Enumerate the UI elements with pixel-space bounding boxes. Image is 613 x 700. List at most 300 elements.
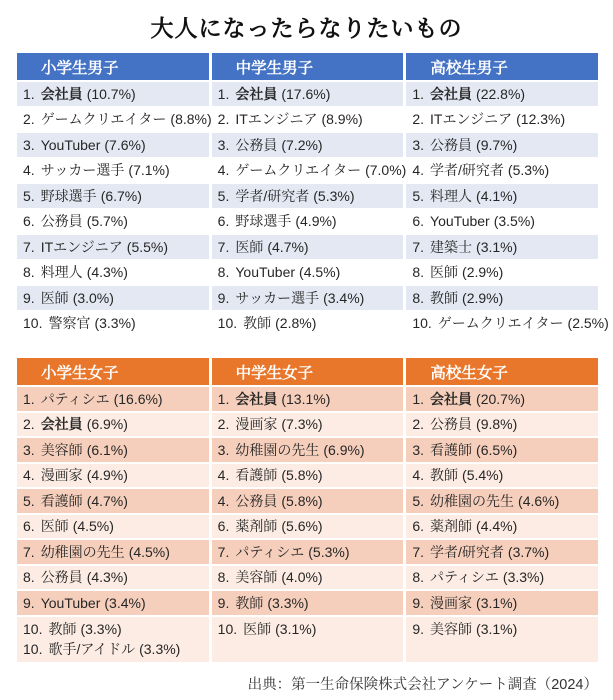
occupation-name: 医師: [235, 238, 264, 255]
percentage-value: (3.1%): [476, 620, 518, 637]
occupation-name: パティシエ: [430, 569, 499, 586]
rank-number: 6.: [217, 518, 230, 535]
girls-ranking-table: [17, 358, 598, 664]
rank-number: 6.: [412, 518, 425, 535]
occupation-name: 薬剤師: [235, 518, 278, 535]
rank-line: [217, 160, 407, 180]
rank-row: [406, 387, 598, 413]
percentage-value: (4.5%): [128, 543, 170, 560]
rank-row: [406, 108, 598, 134]
rank-row: [212, 617, 404, 664]
rank-number: 4.: [412, 162, 425, 179]
rank-number: 8.: [412, 569, 425, 586]
occupation-name: 歌手/アイドル: [48, 640, 136, 657]
rank-line: [23, 135, 209, 155]
percentage-value: (4.9%): [295, 213, 337, 230]
rank-row: [406, 184, 598, 210]
occupation-name: ITエンジニア: [430, 111, 513, 128]
occupation-name: 野球選手: [235, 213, 292, 230]
rank-line: [23, 593, 209, 613]
rank-line: [218, 567, 404, 587]
rank-line: [412, 211, 598, 231]
rank-row: [212, 235, 404, 261]
rank-row: [17, 82, 209, 108]
percentage-value: (4.1%): [476, 187, 518, 204]
rank-number: 8.: [412, 289, 425, 306]
occupation-name: 看護師: [40, 492, 83, 509]
rank-row: [406, 489, 598, 515]
rank-line: [23, 237, 209, 257]
rank-row: [212, 464, 404, 490]
percentage-value: (8.9%): [321, 111, 363, 128]
rank-number: 5.: [412, 492, 425, 509]
column-boys-2: [406, 53, 609, 337]
rank-line: [23, 186, 209, 206]
rank-line: [412, 262, 598, 282]
occupation-name: 医師: [430, 264, 459, 281]
occupation-name: 学者/研究者: [430, 162, 504, 179]
percentage-value: (6.9%): [86, 416, 128, 433]
rank-line: [412, 567, 598, 587]
occupation-name: 幼稚園の先生: [235, 441, 320, 458]
percentage-value: (3.3%): [267, 594, 309, 611]
rank-row: [17, 184, 209, 210]
occupation-name: 教師: [243, 315, 272, 332]
percentage-value: (5.3%): [507, 162, 550, 179]
rank-line: [23, 639, 209, 659]
rank-line: [218, 465, 404, 485]
rank-number: 3.: [217, 136, 230, 153]
rank-number: 10.: [217, 620, 238, 637]
occupation-name: 教師: [430, 467, 459, 484]
percentage-value: (4.0%): [281, 569, 323, 586]
occupation-name: 看護師: [430, 441, 473, 458]
occupation-name: 学者/研究者: [430, 543, 504, 560]
occupation-name: 薬剤師: [430, 518, 473, 535]
percentage-value: (4.4%): [476, 518, 518, 535]
rank-row: [212, 108, 404, 134]
rank-number: 1.: [23, 390, 35, 407]
rank-line: [23, 414, 209, 434]
occupation-name: 医師: [243, 620, 272, 637]
rank-row: [212, 413, 404, 439]
occupation-name: 漫画家: [235, 416, 278, 433]
percentage-value: (12.3%): [516, 111, 566, 128]
rank-line: [23, 160, 209, 180]
rank-number: 9.: [412, 620, 425, 637]
rank-line: [218, 262, 404, 282]
rank-row: [17, 261, 209, 287]
rank-number: 7.: [23, 543, 35, 560]
percentage-value: (3.7%): [507, 543, 550, 560]
percentage-value: (3.4%): [323, 289, 365, 306]
percentage-value: (3.1%): [476, 238, 518, 255]
rank-number: 6.: [23, 213, 35, 230]
rank-number: 1.: [412, 390, 425, 407]
percentage-value: (2.9%): [462, 264, 504, 281]
percentage-value: (4.6%): [518, 492, 560, 509]
percentage-value: (3.3%): [80, 620, 122, 637]
rank-row: [212, 540, 404, 566]
percentage-value: (9.7%): [476, 136, 518, 153]
rank-number: 2.: [217, 416, 230, 433]
percentage-value: (3.4%): [104, 594, 146, 611]
rank-row: [212, 312, 404, 338]
rank-row: [406, 312, 609, 338]
rank-number: 9.: [217, 594, 230, 611]
rank-row: [406, 261, 598, 287]
rank-number: 7.: [412, 238, 425, 255]
occupation-name: ゲームクリエイター: [235, 162, 362, 179]
percentage-value: (5.6%): [281, 518, 323, 535]
rank-number: 4.: [412, 467, 425, 484]
percentage-value: (3.0%): [72, 289, 114, 306]
rank-line: [412, 542, 598, 562]
rank-number: 8.: [217, 264, 230, 281]
rank-line: [23, 313, 209, 333]
occupation-name: 公務員: [430, 136, 473, 153]
percentage-value: (4.9%): [86, 467, 128, 484]
percentage-value: (4.5%): [299, 264, 341, 281]
rank-number: 3.: [412, 136, 425, 153]
occupation-name: 会社員: [430, 85, 473, 102]
percentage-value: (7.1%): [128, 162, 170, 179]
rank-number: 10.: [23, 640, 43, 657]
percentage-value: (3.5%): [493, 213, 535, 230]
rank-row: [17, 312, 209, 338]
occupation-name: パティシエ: [235, 543, 305, 560]
occupation-name: 会社員: [40, 416, 83, 433]
occupation-name: サッカー選手: [235, 289, 320, 306]
percentage-value: (10.7%): [86, 85, 136, 102]
rank-line: [23, 465, 209, 485]
rank-number: 10.: [23, 315, 43, 332]
occupation-name: 美容師: [40, 441, 83, 458]
percentage-value: (5.5%): [126, 238, 169, 255]
column-header: 中学生女子: [212, 358, 404, 385]
percentage-value: (20.7%): [476, 390, 526, 407]
rank-row: [212, 438, 404, 464]
rank-line: [23, 567, 209, 587]
rank-row: [212, 566, 404, 592]
rank-line: [23, 440, 209, 460]
occupation-name: ITエンジニア: [40, 238, 123, 255]
rank-number: 3.: [412, 441, 425, 458]
rank-row: [406, 210, 598, 236]
percentage-value: (6.5%): [476, 441, 518, 458]
rank-line: [412, 186, 598, 206]
occupation-name: 料理人: [40, 264, 83, 281]
occupation-name: YouTuber: [235, 264, 296, 281]
rank-line: [218, 619, 404, 639]
rank-number: 9.: [217, 289, 230, 306]
rank-row: [212, 286, 404, 312]
rank-line: [412, 160, 598, 180]
percentage-value: (4.5%): [72, 518, 114, 535]
rank-number: 6.: [217, 213, 230, 230]
percentage-value: (3.3%): [502, 569, 545, 586]
percentage-value: (5.7%): [86, 213, 128, 230]
rank-number: 2.: [23, 111, 35, 128]
occupation-name: 会社員: [40, 85, 83, 102]
rank-row: [212, 133, 404, 159]
rank-row: [17, 108, 212, 134]
rank-row: [212, 210, 404, 236]
rank-row: [17, 566, 209, 592]
rank-number: 1.: [217, 85, 230, 102]
rank-row: [17, 413, 209, 439]
occupation-name: 漫画家: [430, 594, 473, 611]
percentage-value: (2.8%): [275, 315, 317, 332]
occupation-name: 会社員: [430, 390, 473, 407]
rank-line: [412, 465, 598, 485]
rank-number: 9.: [412, 594, 425, 611]
rank-line: [23, 516, 209, 536]
percentage-value: (5.3%): [308, 543, 350, 560]
rank-number: 9.: [23, 594, 35, 611]
occupation-name: ゲームクリエイター: [40, 111, 167, 128]
rank-row: [212, 515, 404, 541]
occupation-name: 教師: [48, 620, 77, 637]
percentage-value: (3.3%): [139, 640, 181, 657]
rank-row: [17, 387, 209, 413]
occupation-name: 公務員: [430, 416, 473, 433]
rank-row: [212, 82, 404, 108]
rank-line: [412, 593, 598, 613]
percentage-value: (9.8%): [476, 416, 518, 433]
rank-line: [412, 313, 609, 333]
rank-number: 10.: [412, 315, 432, 332]
occupation-name: 公務員: [40, 213, 83, 230]
rank-number: 2.: [23, 416, 35, 433]
percentage-value: (7.3%): [281, 416, 323, 433]
rank-row: [406, 413, 598, 439]
occupation-name: 会社員: [235, 390, 278, 407]
occupation-name: サッカー選手: [40, 162, 125, 179]
percentage-value: (4.3%): [86, 264, 128, 281]
rank-number: 8.: [23, 264, 35, 281]
rank-number: 4.: [217, 162, 230, 179]
rank-number: 4.: [217, 467, 230, 484]
rank-line: [23, 542, 209, 562]
percentage-value: (2.9%): [462, 289, 504, 306]
rank-line: [412, 440, 598, 460]
percentage-value: (17.6%): [281, 85, 331, 102]
rank-line: [412, 619, 598, 639]
rank-row: [406, 438, 598, 464]
rank-number: 5.: [412, 187, 425, 204]
rank-number: 7.: [23, 238, 35, 255]
percentage-value: (3.1%): [476, 594, 518, 611]
rank-line: [412, 516, 598, 536]
rank-line: [218, 516, 404, 536]
percentage-value: (2.5%): [567, 315, 609, 332]
occupation-name: 会社員: [235, 85, 278, 102]
occupation-name: パティシエ: [40, 390, 110, 407]
rank-row: [406, 286, 598, 312]
percentage-value: (5.8%): [281, 492, 323, 509]
occupation-name: 美容師: [430, 620, 473, 637]
rank-row: [17, 464, 209, 490]
rank-line: [218, 593, 404, 613]
rank-line: [218, 135, 404, 155]
boys-ranking-table: [17, 53, 609, 337]
rank-row: [406, 159, 598, 185]
rank-number: 5.: [23, 187, 35, 204]
occupation-name: 料理人: [430, 187, 473, 204]
occupation-name: YouTuber: [40, 136, 101, 153]
rank-row: [17, 515, 209, 541]
rank-line: [218, 211, 404, 231]
source-caption: 出典：第一生命保険株式会社アンケート調査（2024）: [247, 677, 598, 693]
occupation-name: 教師: [430, 289, 459, 306]
column-girls-1: [212, 358, 404, 664]
occupation-name: ITエンジニア: [235, 111, 318, 128]
rank-number: 8.: [412, 264, 425, 281]
occupation-name: 公務員: [235, 136, 278, 153]
rank-number: 7.: [217, 543, 230, 560]
rank-line: [218, 440, 404, 460]
percentage-value: (6.1%): [86, 441, 128, 458]
percentage-value: (4.7%): [86, 492, 128, 509]
rank-line: [412, 288, 598, 308]
rank-row: [17, 540, 209, 566]
rank-line: [218, 389, 404, 409]
rank-number: 7.: [217, 238, 230, 255]
percentage-value: (3.1%): [275, 620, 317, 637]
rank-row: [17, 286, 209, 312]
rank-line: [23, 389, 209, 409]
rank-number: 1.: [23, 85, 35, 102]
occupation-name: 公務員: [235, 492, 278, 509]
rank-row: [406, 235, 598, 261]
rank-number: 1.: [217, 390, 230, 407]
rank-row: [17, 159, 209, 185]
column-header: 高校生男子: [406, 53, 598, 80]
rank-line: [412, 84, 598, 104]
occupation-name: 医師: [40, 289, 69, 306]
percentage-value: (22.8%): [476, 85, 526, 102]
rank-line: [218, 186, 404, 206]
percentage-value: (5.4%): [462, 467, 504, 484]
rank-number: 10.: [23, 620, 43, 637]
rank-number: 2.: [217, 111, 230, 128]
rank-number: 4.: [23, 162, 35, 179]
column-girls-0: [17, 358, 209, 664]
percentage-value: (3.3%): [94, 315, 136, 332]
rank-number: 3.: [23, 441, 35, 458]
occupation-name: 美容師: [235, 569, 278, 586]
occupation-name: 学者/研究者: [235, 187, 310, 204]
rank-row: [17, 591, 209, 617]
occupation-name: YouTuber: [40, 594, 101, 611]
rank-line: [23, 288, 209, 308]
rank-number: 6.: [412, 213, 425, 230]
rank-row: [17, 235, 209, 261]
rank-line: [412, 414, 598, 434]
rank-number: 7.: [412, 543, 425, 560]
occupation-name: ゲームクリエイター: [437, 315, 564, 332]
occupation-name: 野球選手: [40, 187, 97, 204]
column-header: 高校生女子: [406, 358, 598, 385]
rank-line: [23, 211, 209, 231]
rank-number: 8.: [23, 569, 35, 586]
percentage-value: (6.9%): [323, 441, 365, 458]
rank-row: [212, 261, 404, 287]
percentage-value: (7.6%): [104, 136, 146, 153]
rank-row: [17, 438, 209, 464]
rank-line: [412, 109, 598, 129]
rank-row: [212, 489, 404, 515]
occupation-name: YouTuber: [430, 213, 490, 230]
rank-line: [218, 84, 404, 104]
occupation-name: 警察官: [48, 315, 91, 332]
percentage-value: (4.7%): [267, 238, 309, 255]
rank-line: [23, 262, 209, 282]
rank-row: [17, 133, 209, 159]
rank-number: 1.: [412, 85, 425, 102]
rank-line: [412, 389, 598, 409]
rank-number: 6.: [23, 518, 35, 535]
rank-row: [17, 617, 209, 664]
percentage-value: (4.3%): [86, 569, 128, 586]
occupation-name: 公務員: [40, 569, 83, 586]
rank-row: [212, 591, 404, 617]
rank-number: 4.: [23, 467, 35, 484]
rank-number: 10.: [217, 315, 238, 332]
column-header: 小学生女子: [17, 358, 209, 385]
rank-line: [412, 237, 598, 257]
rank-line: [23, 619, 209, 639]
occupation-name: 幼稚園の先生: [430, 492, 515, 509]
rank-line: [23, 109, 212, 129]
rank-number: 8.: [217, 569, 230, 586]
rank-number: 4.: [217, 492, 230, 509]
rank-number: 3.: [217, 441, 230, 458]
rank-row: [406, 617, 598, 664]
percentage-value: (5.8%): [281, 467, 323, 484]
occupation-name: 教師: [235, 594, 264, 611]
percentage-value: (5.3%): [313, 187, 355, 204]
column-header: 小学生男子: [17, 53, 209, 80]
page-title: 大人になったらなりたいもの: [150, 15, 463, 41]
rank-number: 5.: [217, 187, 230, 204]
rank-line: [218, 288, 404, 308]
rank-line: [412, 491, 598, 511]
rank-line: [218, 237, 404, 257]
column-boys-1: [212, 53, 407, 337]
percentage-value: (13.1%): [281, 390, 331, 407]
percentage-value: (8.8%): [170, 111, 212, 128]
occupation-name: 建築士: [430, 238, 473, 255]
rank-line: [218, 414, 404, 434]
occupation-name: 漫画家: [40, 467, 83, 484]
column-header: 中学生男子: [212, 53, 404, 80]
column-boys-0: [17, 53, 212, 337]
rank-row: [212, 387, 404, 413]
rank-row: [406, 82, 598, 108]
rank-row: [406, 464, 598, 490]
rank-number: 2.: [412, 111, 425, 128]
rank-row: [17, 210, 209, 236]
rank-line: [218, 491, 404, 511]
percentage-value: (7.2%): [281, 136, 323, 153]
rank-number: 5.: [23, 492, 35, 509]
occupation-name: 幼稚園の先生: [40, 543, 125, 560]
rank-row: [212, 184, 404, 210]
rank-row: [406, 515, 598, 541]
rank-line: [23, 84, 209, 104]
